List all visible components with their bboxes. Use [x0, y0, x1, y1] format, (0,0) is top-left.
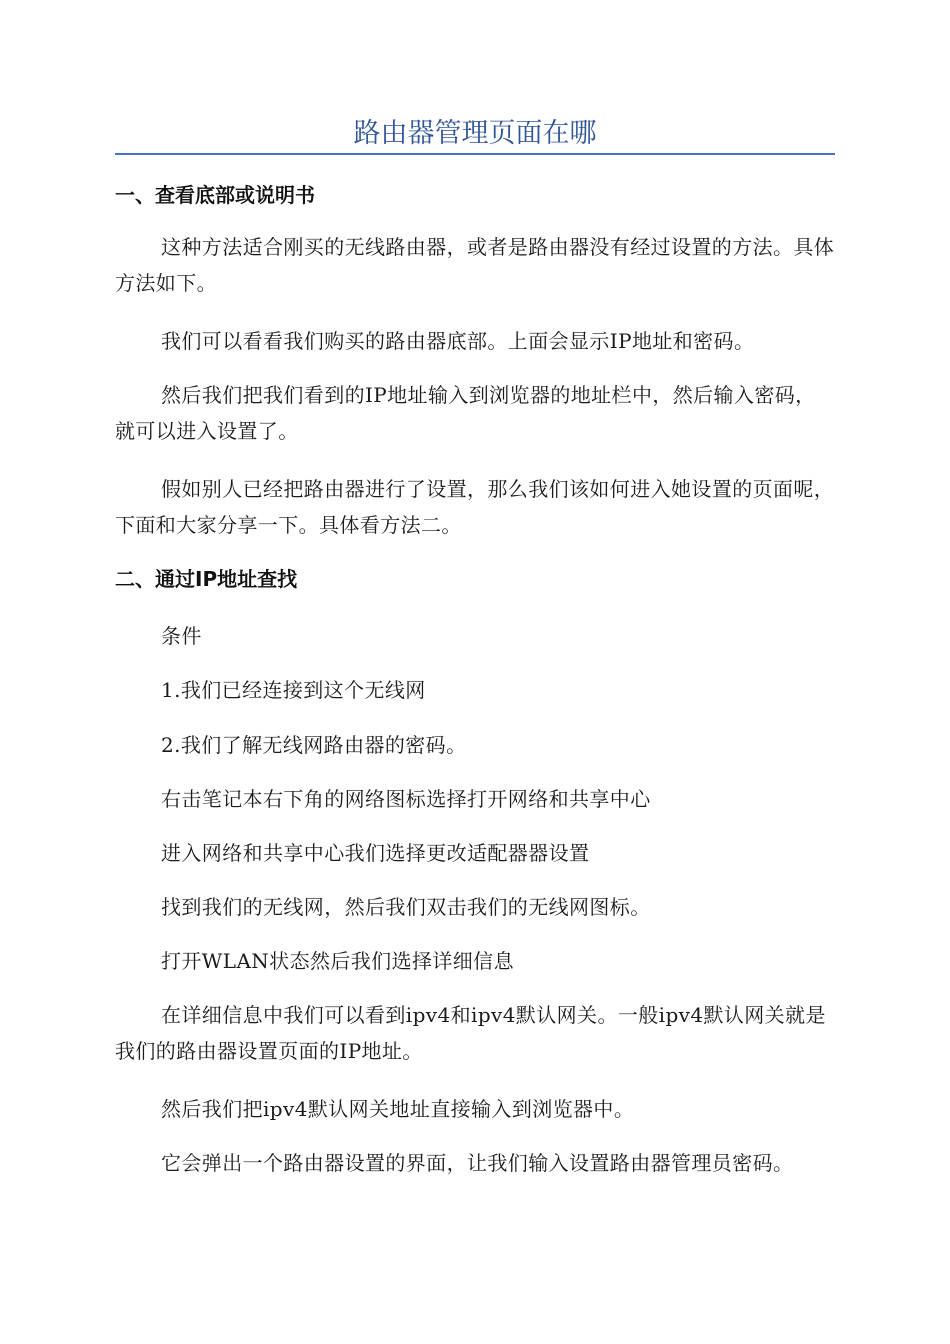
section-heading-2: 二、通过IP地址查找: [115, 567, 298, 591]
paragraph: 1.我们已经连接到这个无线网: [161, 678, 426, 702]
paragraph: 进入网络和共享中心我们选择更改适配器器设置: [161, 841, 590, 865]
paragraph: 在详细信息中我们可以看到ipv4和ipv4默认网关。一般ipv4默认网关就是我们的路由器设置页面的IP地址。: [115, 1003, 826, 1063]
paragraph: 我们可以看看我们购买的路由器底部。上面会显示IP地址和密码。: [161, 329, 755, 353]
section-heading-1: 一、查看底部或说明书: [115, 183, 315, 207]
paragraph: 然后我们把我们看到的IP地址输入到浏览器的地址栏中，然后输入密码，就可以进入设置了。: [115, 383, 816, 443]
paragraph: 这种方法适合刚买的无线路由器，或者是路由器没有经过设置的方法。具体方法如下。: [115, 235, 835, 295]
paragraph: 它会弹出一个路由器设置的界面，让我们输入设置路由器管理员密码。: [161, 1151, 794, 1175]
paragraph: 然后我们把ipv4默认网关地址直接输入到浏览器中。: [161, 1097, 635, 1121]
title-underline: [115, 153, 835, 155]
document-title: 路由器管理页面在哪: [353, 118, 597, 149]
paragraph: 找到我们的无线网，然后我们双击我们的无线网图标。: [161, 895, 651, 919]
paragraph: 条件: [161, 624, 202, 648]
paragraph: 假如别人已经把路由器进行了设置，那么我们该如何进入她设置的页面呢，下面和大家分享一下。具体看方法二。: [115, 477, 835, 537]
paragraph: 右击笔记本右下角的网络图标选择打开网络和共享中心: [161, 787, 651, 811]
paragraph: 2.我们了解无线网路由器的密码。: [161, 733, 467, 757]
paragraph: 打开WLAN状态然后我们选择详细信息: [161, 949, 514, 973]
